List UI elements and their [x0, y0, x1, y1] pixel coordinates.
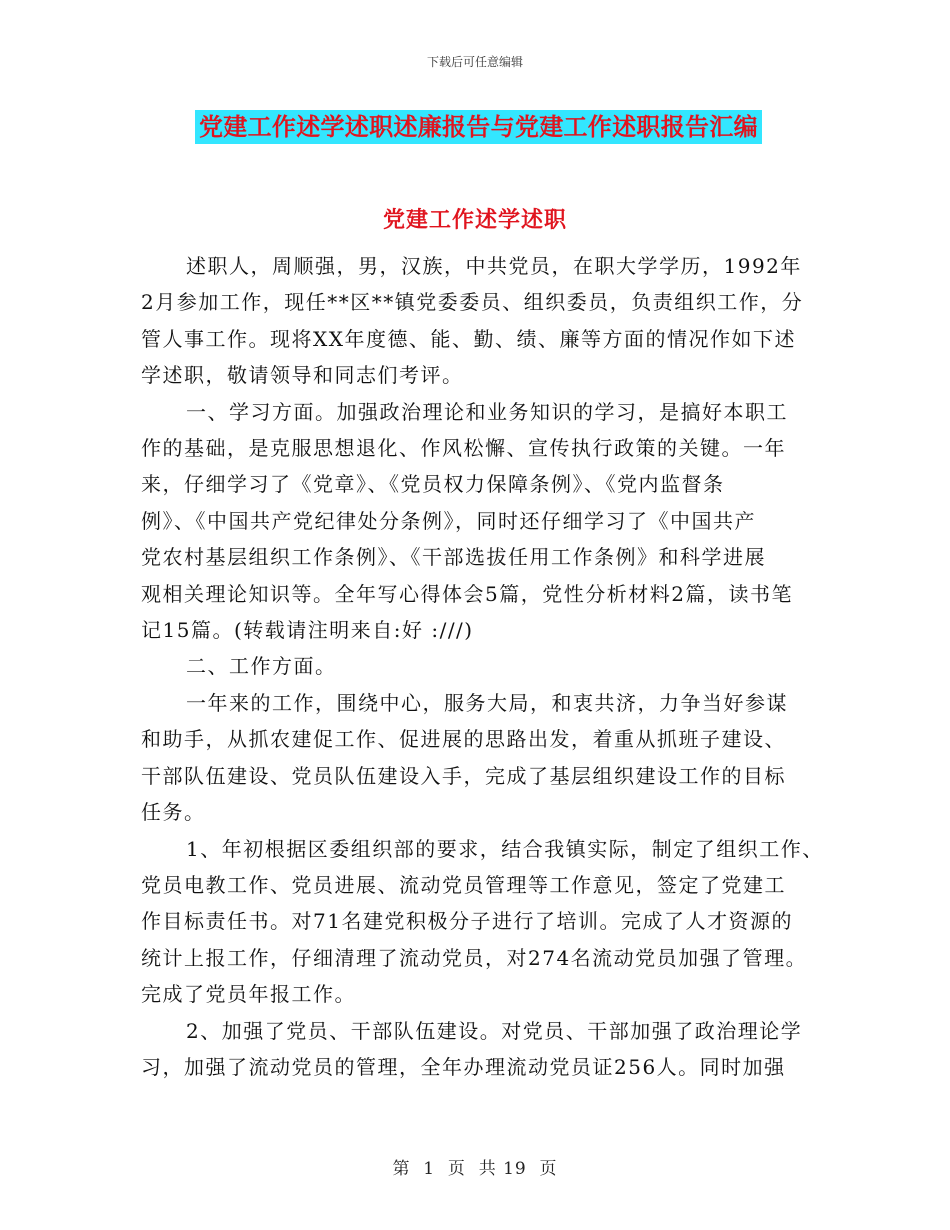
text-line: 党员电教工作、党员进展、流动党员管理等工作意见，签定了党建工 [141, 872, 786, 897]
paragraph-item-2 [141, 1013, 821, 1086]
document-main-title: 党建工作述学述职述廉报告与党建工作述职报告汇编 [195, 110, 762, 144]
text-line: 观相关理论知识等。全年写心得体会5篇，党性分析材料2篇，读书笔 [141, 581, 793, 606]
text-line: 来，仔细学习了《党章》、《党员权力保障条例》、《党内监督条 [141, 472, 725, 497]
text-line: 任务。 [141, 800, 206, 825]
text-line: 2、加强了党员、干部队伍建设。对党员、干部加强了政治理论学 [186, 1018, 803, 1043]
text-line: 述职人，周顺强，男，汉族，中共党员，在职大学学历，1992年 [186, 254, 802, 278]
paragraph-intro [141, 248, 821, 394]
text-line: 一、学习方面。加强政治理论和业务知识的学习，是搞好本职工 [186, 399, 788, 424]
text-line: 完成了党员年报工作。 [141, 982, 356, 1007]
header-note: 下载后可任意编辑 [426, 55, 523, 69]
text-line: 作目标责任书。对71名建党积极分子进行了培训。完成了人才资源的 [141, 909, 793, 934]
page-footer: 第 1 页 共 19 页 [392, 1159, 558, 1179]
text-line: 学述职，敬请领导和同志们考评。 [141, 363, 464, 388]
paragraph-work-heading [141, 648, 821, 684]
text-line: 例》、《中国共产党纪律处分条例》，同时还仔细学习了《中国共产 [141, 508, 756, 533]
paragraph-study [141, 394, 821, 649]
paragraph-item-1 [141, 831, 824, 1013]
text-line: 统计上报工作，仔细清理了流动党员，对274名流动党员加强了管理。 [141, 945, 808, 970]
text-line: 作的基础，是克服思想退化、作风松懈、宣传执行政策的关键。一年 [141, 436, 786, 461]
paragraph-work-summary [141, 685, 821, 831]
text-line: 干部队伍建设、党员队伍建设入手，完成了基层组织建设工作的目标 [141, 763, 786, 788]
text-line: 一年来的工作，围绕中心，服务大局，和衷共济，力争当好参谋 [186, 690, 788, 715]
text-line: 记15篇。(转载请注明来自:好 :///) [141, 618, 474, 643]
text-line: 和助手，从抓农建促工作、促进展的思路出发，着重从抓班子建设、 [141, 727, 786, 752]
text-line: 二、工作方面。 [186, 654, 337, 679]
document-body [141, 248, 824, 1085]
text-line: 管人事工作。现将XX年度德、能、勤、绩、廉等方面的情况作如下述 [141, 326, 796, 351]
section-title: 党建工作述学述职 [382, 207, 567, 233]
text-line: 习，加强了流动党员的管理，全年办理流动党员证256人。同时加强 [141, 1054, 786, 1079]
text-line: 2月参加工作，现任**区**镇党委委员、组织委员，负责组织工作，分 [141, 290, 804, 315]
text-line: 党农村基层组织工作条例》、《干部选拔任用工作条例》和科学进展 [141, 545, 766, 570]
text-line: 1、年初根据区委组织部的要求，结合我镇实际，制定了组织工作、 [186, 836, 824, 861]
